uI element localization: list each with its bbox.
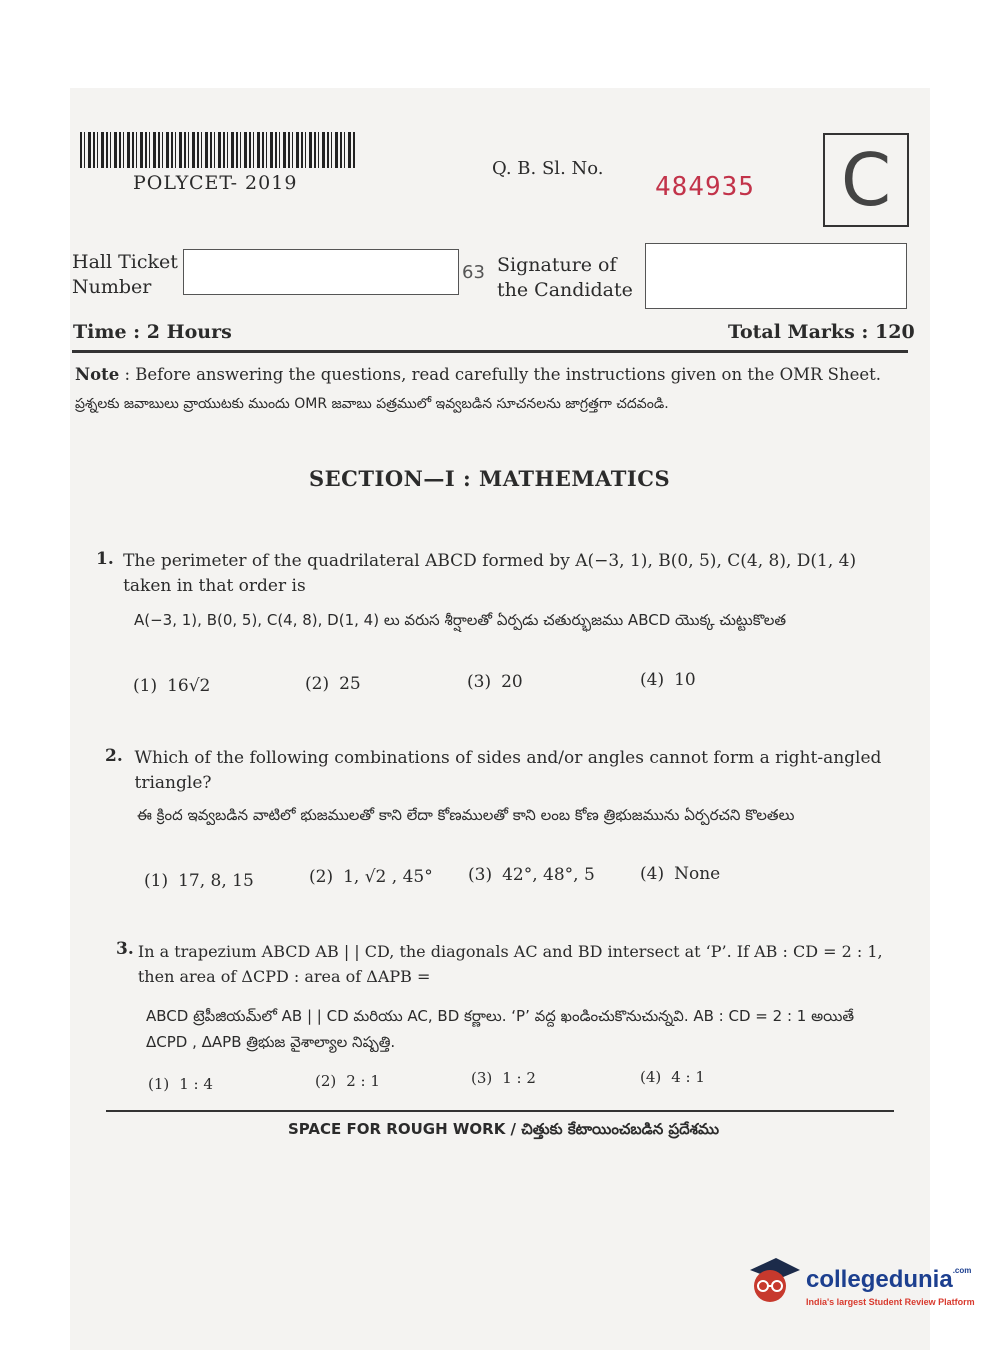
question-1 [96,549,902,633]
question-text: Which of the following combinations of sides and/or angles cannot form a right-angled triangle? [134,748,882,793]
rough-work-divider [106,1110,894,1112]
option-2: (2) 25 [305,674,361,694]
hall-ticket-handwriting: 63 [462,262,485,283]
brand-logo-text: collegedunia$^{.com}$ [806,1266,972,1293]
question-text: The perimeter of the quadrilateral ABCD formed by A(−3, 1), B(0, 5), C(4, 8), D(1, 4) taken in that order is [123,551,857,596]
note-line: Note : Before answering the questions, read carefully the instructions given on the OMR Sheet. [75,365,882,384]
rough-work-label: SPACE FOR ROUGH WORK / చిత్తుకు కేటాయించబడిన ప్రదేశము [288,1120,720,1138]
option-4: (4) 4 : 1 [640,1068,705,1086]
qb-serial-number: 484935 [655,172,755,202]
question-number: 3. [116,939,134,959]
question-2 [105,746,900,828]
brand-tagline: India's largest Student Review Platform [806,1297,975,1307]
qb-serial-label: Q. B. Sl. No. [492,158,604,179]
exam-name: POLYCET- 2019 [133,172,298,194]
option-3: (3) 20 [467,672,523,692]
question-text: In a trapezium ABCD AB | | CD, the diagonals AC and BD intersect at ‘P’. If AB : CD = 2 : 1, then area of ΔCPD : area of ΔAPB = [137,942,883,986]
option-4: (4) 10 [640,670,696,690]
total-marks: Total Marks : 120 [728,321,915,343]
exam-time: Time : 2 Hours [73,321,232,343]
question-3 [116,939,898,1055]
option-1: (1) 16√2 [133,676,211,696]
set-code-box: C [823,133,909,227]
hall-ticket-field[interactable] [183,249,459,295]
question-telugu: ఈ క్రింద ఇవ్వబడిన వాటిలో భుజములతో కాని లేదా కోణములతో కాని లంబ కోణ త్రిభుజమును ఏర్పరచని కొలతలు [137,806,795,824]
question-number: 2. [105,746,123,766]
note-telugu: ప్రశ్నలకు జవాబులు వ్రాయుటకు ముందు OMR జవాబు పత్రములో ఇవ్వబడిన సూచనలను జాగ్రత్తగా చదవండి. [75,396,669,412]
question-telugu: A(−3, 1), B(0, 5), C(4, 8), D(1, 4) లు వరుస శీర్షాలతో ఏర్పడు చతుర్భుజము ABCD యొక్క చుట్టుకొలత [134,611,787,629]
signature-label: Signature of the Candidate [497,254,633,301]
header-divider [72,350,908,353]
barcode [80,132,355,168]
option-2: (2) 2 : 1 [315,1072,380,1090]
section-title: SECTION—I : MATHEMATICS [309,466,671,491]
question-telugu: ABCD ట్రెపీజియమ్‌లో AB | | CD మరియు AC, BD కర్ణాలు. ‘P’ వద్ద ఖండించుకొనుచున్నవి. AB : CD = 2 : 1 అయితే ΔCPD , ΔAPB త్రిభుజ వైశాల్యాల నిష్పత్తి. [146,1007,855,1051]
signature-field[interactable] [645,243,907,309]
option-3: (3) 42°, 48°, 5 [468,865,595,885]
option-1: (1) 1 : 4 [148,1075,213,1093]
option-3: (3) 1 : 2 [471,1069,536,1087]
hall-ticket-label: Hall Ticket Number [72,251,178,298]
option-4: (4) None [640,864,721,884]
option-2: (2) 1, √2 , 45° [309,867,433,887]
question-number: 1. [96,549,114,569]
graduate-cap-icon [746,1252,802,1312]
option-1: (1) 17, 8, 15 [144,871,254,891]
